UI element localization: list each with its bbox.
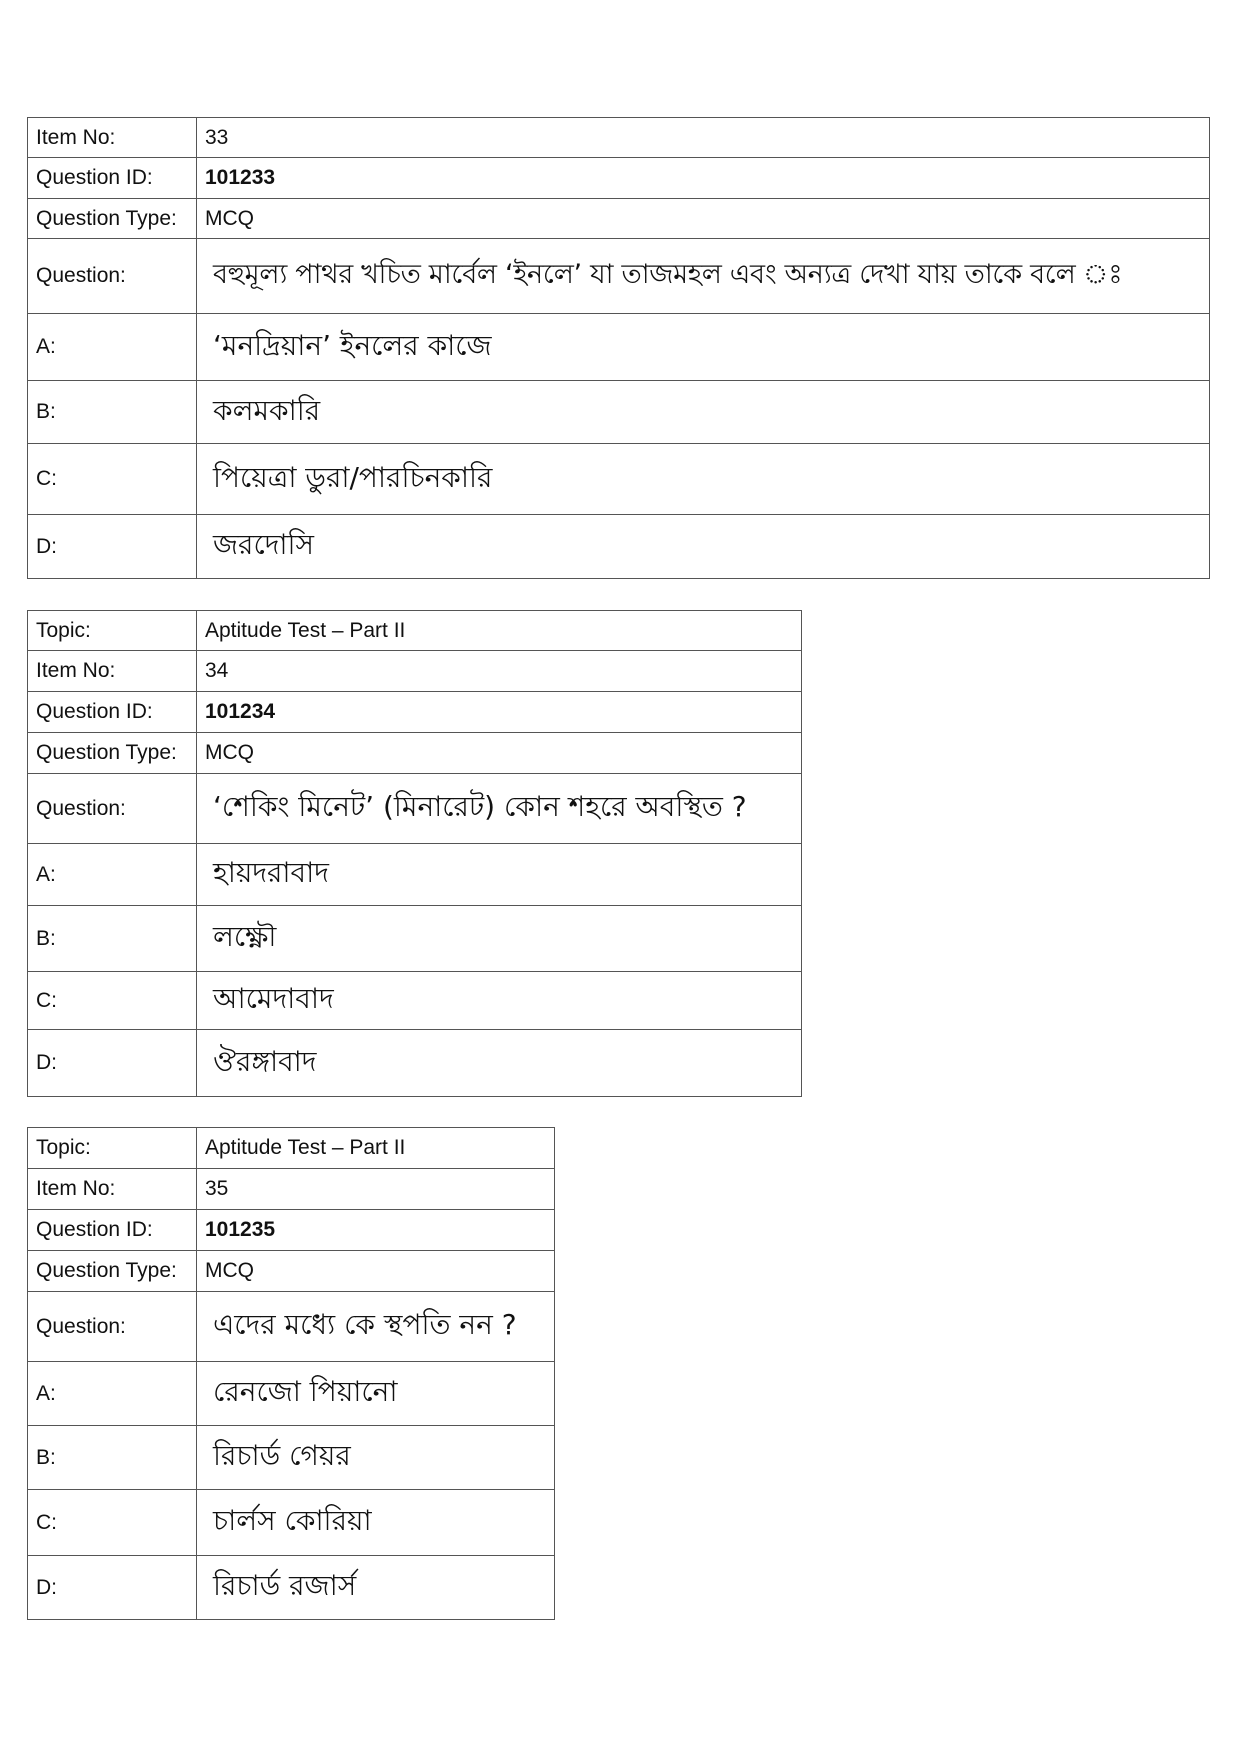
question-table-item-33 — [27, 117, 1210, 579]
option-row-b — [28, 1426, 555, 1490]
topic-row — [28, 611, 802, 651]
topic-value: Aptitude Test – Part II — [197, 1128, 555, 1169]
topic-row — [28, 1128, 555, 1169]
option-label-b: B: — [28, 906, 197, 972]
item-no-row — [28, 118, 1210, 158]
topic-label: Topic: — [28, 611, 197, 651]
question-type-label: Question Type: — [28, 199, 197, 239]
question-label: Question: — [28, 239, 197, 314]
item-no-label: Item No: — [28, 118, 197, 158]
option-label-d: D: — [28, 1556, 197, 1620]
option-row-a — [28, 314, 1210, 381]
option-row-d — [28, 1556, 555, 1620]
option-label-d: D: — [28, 515, 197, 579]
option-text-c: পিয়েত্রা ডুরা/পারচিনকারি — [197, 444, 1210, 515]
question-id-label: Question ID: — [28, 692, 197, 733]
option-row-c — [28, 972, 802, 1030]
option-text-b: রিচার্ড গেয়র — [197, 1426, 555, 1490]
question-text: ‘শেকিং মিনেট’ (মিনারেট) কোন শহরে অবস্থিত ? — [197, 774, 802, 844]
option-text-b: কলমকারি — [197, 381, 1210, 444]
topic-label: Topic: — [28, 1128, 197, 1169]
question-id-row — [28, 158, 1210, 199]
question-table-item-34 — [27, 610, 802, 1097]
option-label-b: B: — [28, 1426, 197, 1490]
option-label-c: C: — [28, 444, 197, 515]
option-text-c: চার্লস কোরিয়া — [197, 1490, 555, 1556]
option-row-b — [28, 381, 1210, 444]
item-no-label: Item No: — [28, 1169, 197, 1210]
question-text: এদের মধ্যে কে স্থপতি নন ? — [197, 1292, 555, 1362]
question-type-value: MCQ — [197, 733, 802, 774]
question-label: Question: — [28, 1292, 197, 1362]
option-label-a: A: — [28, 844, 197, 906]
option-label-a: A: — [28, 1362, 197, 1426]
option-row-c — [28, 1490, 555, 1556]
question-type-label: Question Type: — [28, 1251, 197, 1292]
option-text-d: ঔরঙ্গাবাদ — [197, 1030, 802, 1097]
option-label-c: C: — [28, 1490, 197, 1556]
option-text-b: লক্ষ্ণৌ — [197, 906, 802, 972]
question-id-label: Question ID: — [28, 158, 197, 199]
question-table-item-35 — [27, 1127, 555, 1620]
question-id-row — [28, 1210, 555, 1251]
option-row-d — [28, 515, 1210, 579]
question-row — [28, 1292, 555, 1362]
option-row-a — [28, 1362, 555, 1426]
item-no-value: 33 — [197, 118, 1210, 158]
item-no-row — [28, 1169, 555, 1210]
option-label-b: B: — [28, 381, 197, 444]
question-id-label: Question ID: — [28, 1210, 197, 1251]
option-row-c — [28, 444, 1210, 515]
question-type-row — [28, 1251, 555, 1292]
question-type-label: Question Type: — [28, 733, 197, 774]
option-text-a: রেনজো পিয়ানো — [197, 1362, 555, 1426]
question-text: বহুমূল্য পাথর খচিত মার্বেল ‘ইনলে’ যা তাজমহল এবং অন্যত্র দেখা যায় তাকে বলে ঃ — [197, 239, 1210, 314]
question-label: Question: — [28, 774, 197, 844]
question-id-row — [28, 692, 802, 733]
topic-value: Aptitude Test – Part II — [197, 611, 802, 651]
question-row — [28, 239, 1210, 314]
item-no-value: 34 — [197, 651, 802, 692]
item-no-label: Item No: — [28, 651, 197, 692]
option-label-a: A: — [28, 314, 197, 381]
question-id-value: 101233 — [197, 158, 1210, 199]
question-row — [28, 774, 802, 844]
option-text-c: আমেদাবাদ — [197, 972, 802, 1030]
option-text-a: হায়দরাবাদ — [197, 844, 802, 906]
option-row-d — [28, 1030, 802, 1097]
option-label-d: D: — [28, 1030, 197, 1097]
question-type-value: MCQ — [197, 199, 1210, 239]
question-type-row — [28, 733, 802, 774]
option-label-c: C: — [28, 972, 197, 1030]
option-text-d: জরদোসি — [197, 515, 1210, 579]
question-type-value: MCQ — [197, 1251, 555, 1292]
question-id-value: 101234 — [197, 692, 802, 733]
option-row-a — [28, 844, 802, 906]
question-id-value: 101235 — [197, 1210, 555, 1251]
question-type-row — [28, 199, 1210, 239]
option-row-b — [28, 906, 802, 972]
item-no-row — [28, 651, 802, 692]
option-text-d: রিচার্ড রজার্স — [197, 1556, 555, 1620]
item-no-value: 35 — [197, 1169, 555, 1210]
option-text-a: ‘মনদ্রিয়ান’ ইনলের কাজে — [197, 314, 1210, 381]
